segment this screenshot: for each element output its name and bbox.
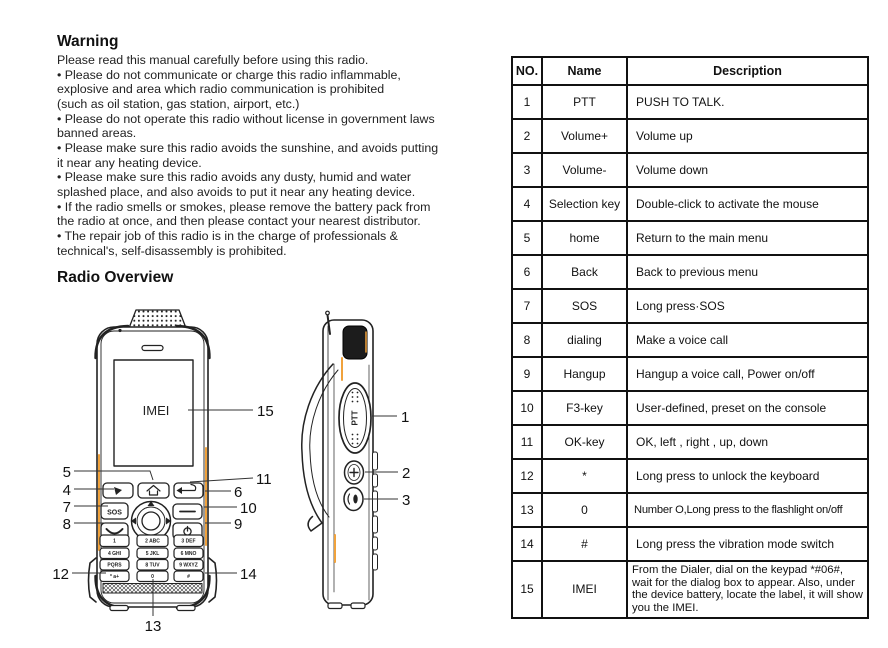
imei-label: IMEI [142, 403, 170, 418]
cell-no: 1 [512, 85, 542, 119]
ptt-label: PTT [350, 410, 360, 426]
table-header [512, 57, 868, 85]
table-row [512, 459, 868, 493]
key-5-label: 5 JKL [145, 550, 160, 557]
table-row [512, 357, 868, 391]
side-body [323, 320, 373, 605]
table-row [512, 255, 868, 289]
table-row [512, 425, 868, 459]
cell-desc: Long press to unlock the keyboard [627, 459, 868, 493]
callout-2: 2 [402, 465, 411, 482]
cell-name: Back [542, 255, 627, 289]
key-3-label: 3 DEF [181, 538, 196, 545]
key-9-label: 9 WXYZ [179, 562, 198, 569]
callout-11: 11 [256, 471, 272, 488]
warning-lines [57, 53, 475, 258]
cell-desc: PUSH TO TALK. [627, 85, 868, 119]
cell-desc: Number O,Long press to the flashlight on/off [627, 493, 868, 527]
callout-1: 1 [401, 409, 410, 426]
cell-desc: OK, left , right , up, down [627, 425, 868, 459]
warning-heading: Warning [57, 33, 119, 50]
front-view-diagram [89, 310, 217, 611]
cell-no: 2 [512, 119, 542, 153]
cell-name: IMEI [542, 561, 627, 618]
sos-label: SOS [107, 509, 122, 517]
warning-line: it near any heating device. [57, 155, 202, 170]
key-1-label: 1 [113, 538, 116, 545]
warning-line: the radio at once, and then please contact your nearest distributor. [57, 214, 421, 229]
cell-no: 5 [512, 221, 542, 255]
header-description: Description [627, 57, 868, 85]
table-row [512, 85, 868, 119]
key-6-label: 6 MNO [180, 550, 197, 557]
cell-no: 10 [512, 391, 542, 425]
callout-6: 6 [234, 484, 243, 501]
warning-line: • If the radio smells or smokes, please remove the battery pack from [57, 199, 431, 214]
side-grille [343, 326, 367, 359]
warning-line: explosive and area which radio communication is prohibited [57, 82, 385, 97]
callout-4: 4 [62, 482, 71, 499]
cell-no: 4 [512, 187, 542, 221]
table-row [512, 119, 868, 153]
foot [328, 603, 342, 609]
cell-desc: Long press·SOS [627, 289, 868, 323]
cell-desc: Long press the vibration mode switch [627, 527, 868, 561]
radio-overview-heading: Radio Overview [57, 269, 174, 286]
radio-diagram [40, 300, 480, 648]
cell-no: 15 [512, 561, 542, 618]
warning-line: • Please make sure this radio avoids any dusty, humid and water [57, 170, 411, 185]
cell-name: PTT [542, 85, 627, 119]
warning-line: banned areas. [57, 126, 137, 141]
callout-12: 12 [52, 566, 69, 583]
cell-name: OK-key [542, 425, 627, 459]
cell-name: F3-key [542, 391, 627, 425]
key-description-table [511, 56, 869, 619]
table-row [512, 187, 868, 221]
cell-no: 13 [512, 493, 542, 527]
table-row [512, 527, 868, 561]
warning-line: • Please make sure this radio avoids the sunshine, and avoids putting [57, 140, 439, 155]
cell-name: # [542, 527, 627, 561]
cell-no: 6 [512, 255, 542, 289]
table-body [512, 85, 868, 618]
key-star-label: * a+ [109, 573, 120, 580]
foot [177, 606, 195, 611]
antenna-tip [326, 311, 330, 315]
cell-name: Selection key [542, 187, 627, 221]
table-row [512, 289, 868, 323]
cell-desc: Hangup a voice call, Power on/off [627, 357, 868, 391]
callout-5: 5 [62, 464, 71, 481]
table-row [512, 153, 868, 187]
foot [351, 603, 365, 609]
warning-line: • The repair job of this radio is in the charge of professionals & [57, 228, 398, 243]
cell-desc: Volume down [627, 153, 868, 187]
cell-desc: Back to previous menu [627, 255, 868, 289]
key-2-label: 2 ABC [145, 538, 160, 545]
cell-name: dialing [542, 323, 627, 357]
cell-no: 8 [512, 323, 542, 357]
header-name: Name [542, 57, 627, 85]
key-8-label: 8 TUV [145, 562, 160, 569]
warning-section [57, 33, 475, 258]
cell-no: 11 [512, 425, 542, 459]
warning-line: • Please do not communicate or charge this radio inflammable, [57, 67, 401, 82]
side-view-diagram [302, 311, 378, 608]
cell-desc: Double-click to activate the mouse [627, 187, 868, 221]
cell-no: 9 [512, 357, 542, 391]
warning-line: (such as oil station, gas station, airport, etc.) [57, 96, 300, 111]
callout-13: 13 [144, 618, 162, 635]
callout-15: 15 [257, 403, 274, 420]
table-row [512, 561, 868, 618]
warning-line: splashed place, and also avoids to put it near any heating device. [57, 184, 416, 199]
cell-no: 3 [512, 153, 542, 187]
volume-down-icon [353, 495, 357, 504]
header-no: NO. [512, 57, 542, 85]
cell-desc: Volume up [627, 119, 868, 153]
cell-desc: Return to the main menu [627, 221, 868, 255]
callout-8: 8 [62, 516, 71, 533]
callout-7: 7 [62, 499, 71, 516]
cell-no: 14 [512, 527, 542, 561]
cell-name: Volume- [542, 153, 627, 187]
table-row [512, 323, 868, 357]
camera-dot [118, 329, 121, 332]
key-4-label: 4 GHI [107, 550, 122, 557]
callout-3: 3 [402, 492, 411, 509]
warning-line: technical's, self-disassembly is prohibited. [57, 243, 287, 258]
cell-name: SOS [542, 289, 627, 323]
cell-name: Hangup [542, 357, 627, 391]
table-row [512, 391, 868, 425]
foot [110, 606, 128, 611]
key-7-label: PQRS [107, 562, 122, 569]
cell-no: 12 [512, 459, 542, 493]
cell-no: 7 [512, 289, 542, 323]
callout-10: 10 [240, 500, 257, 517]
key-hash-label: # [187, 573, 190, 580]
cell-desc: Make a voice call [627, 323, 868, 357]
cell-name: 0 [542, 493, 627, 527]
cell-name: * [542, 459, 627, 493]
cell-desc: From the Dialer, dial on the keypad *#06#, wait for the dialog box to appear. Also, under the device battery, locate the label, it will show you the IMEI. [627, 561, 868, 618]
table-row [512, 493, 868, 527]
key-0-label: 0 [151, 573, 154, 580]
cell-name: Volume+ [542, 119, 627, 153]
cell-name: home [542, 221, 627, 255]
warning-line: Please read this manual carefully before using this radio. [57, 53, 369, 67]
callout-9: 9 [234, 516, 243, 533]
warning-line: • Please do not operate this radio without license in government laws [57, 111, 435, 126]
cell-desc: User-defined, preset on the console [627, 391, 868, 425]
table-row [512, 221, 868, 255]
callout-14: 14 [240, 566, 257, 583]
ok-button [142, 512, 160, 530]
